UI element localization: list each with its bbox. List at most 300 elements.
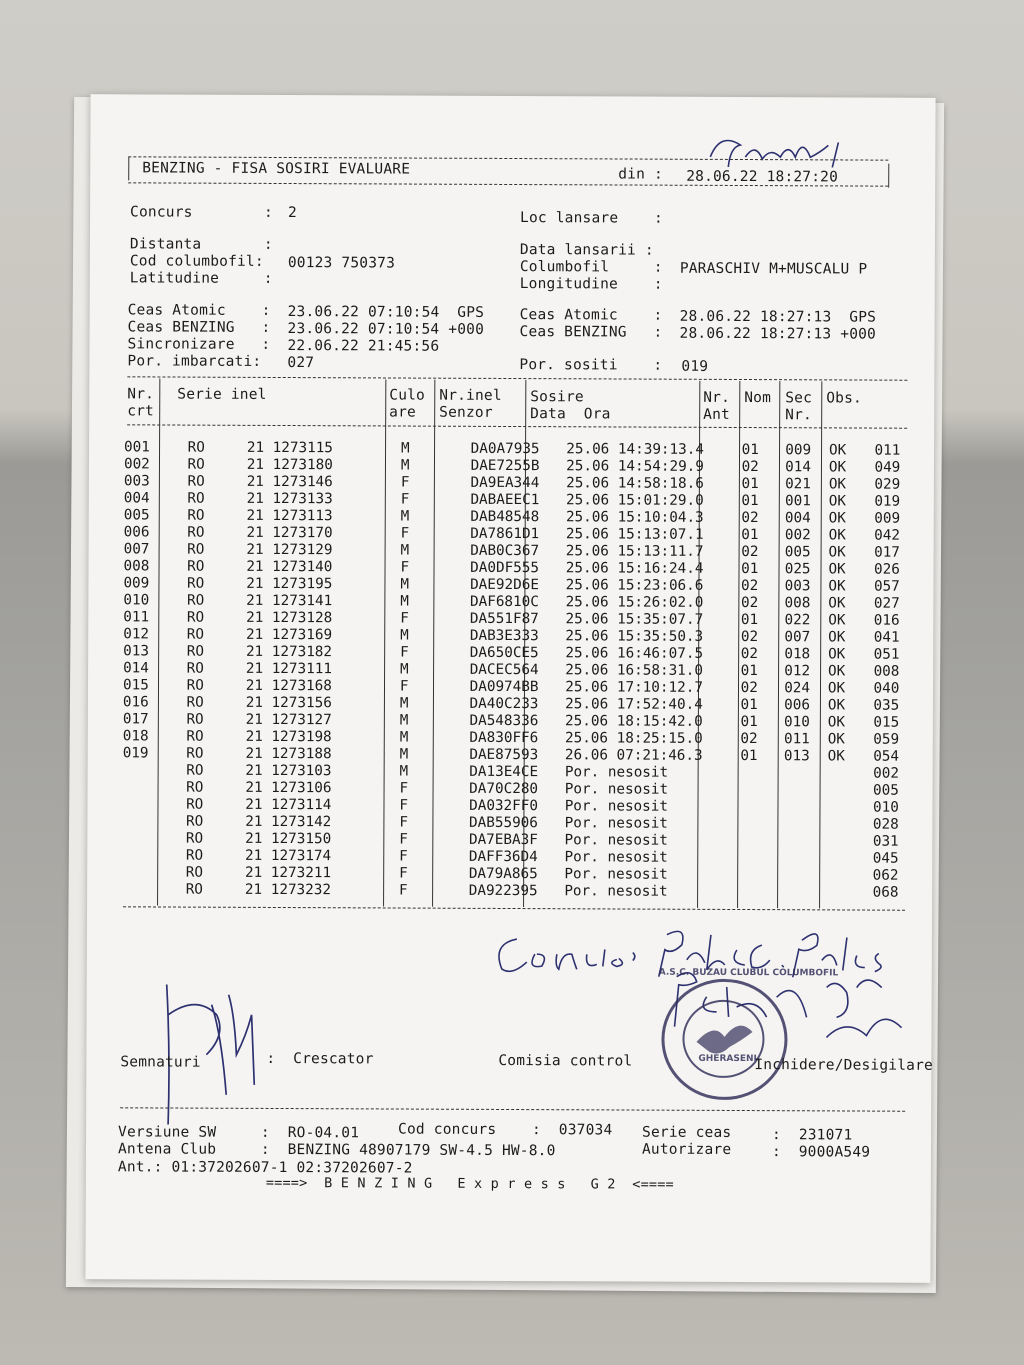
hdr-crt: crt xyxy=(127,403,155,420)
cell-sec: OK xyxy=(827,714,846,731)
cell-sosire: 25.06 15:01:29.0 xyxy=(566,492,704,509)
hdr-nr: Nr. xyxy=(127,386,155,403)
cell-senzor: DA922395 xyxy=(468,882,538,900)
cell-culoare xyxy=(416,730,465,747)
cell-senzor: DAB3E333 xyxy=(469,627,539,645)
cell-nr-crt: 012 xyxy=(123,626,150,643)
hdr-data-ora: Data Ora xyxy=(530,406,611,423)
cell-country: RO xyxy=(185,813,204,830)
cell-country: RO xyxy=(187,524,205,541)
cell-nom: 004 xyxy=(784,510,811,527)
cell-culoare xyxy=(416,832,465,849)
cell-sec xyxy=(823,782,867,799)
longitudine-label: Longitudine : xyxy=(519,276,663,293)
cell-country: RO xyxy=(186,762,204,779)
cell-nr-crt: 018 xyxy=(122,728,149,745)
cell-obs: 054 xyxy=(873,748,900,765)
cell-culoare xyxy=(417,577,466,594)
cell-sosire: 25.06 18:25:15.0 xyxy=(564,730,703,747)
cell-obs: 026 xyxy=(874,561,900,578)
cell-sex: F xyxy=(399,814,408,831)
cell-sex: F xyxy=(400,491,410,508)
header-left-border xyxy=(128,156,129,180)
cell-senzor: DAFF36D4 xyxy=(468,848,538,866)
cell-country: RO xyxy=(186,592,205,609)
report-date-value: 28.06.22 18:27:20 xyxy=(686,168,839,186)
cell-serie-inel: 21 1273113 xyxy=(246,507,333,525)
cell-sex: M xyxy=(400,542,410,559)
concurs-label: Concurs : xyxy=(130,204,273,221)
cell-sex: M xyxy=(399,763,409,780)
cell-sec xyxy=(823,799,867,816)
document-sheet xyxy=(85,94,935,1283)
cell-obs: 049 xyxy=(874,459,901,476)
cell-obs: 016 xyxy=(873,612,900,629)
cell-nr-crt xyxy=(122,796,170,813)
cell-nom: 021 xyxy=(785,476,811,493)
cell-sec xyxy=(823,816,867,833)
cell-nom: 013 xyxy=(783,748,810,765)
cell-sex: F xyxy=(399,865,408,882)
cell-culoare xyxy=(416,764,465,781)
cell-nr-crt xyxy=(122,864,170,881)
cell-country: RO xyxy=(187,575,205,592)
cell-obs: 029 xyxy=(874,476,901,493)
por-imbarcati-label: Por. imbarcati: xyxy=(127,353,262,370)
ceas-benzing-start-value: 23.06.22 07:10:54 +000 xyxy=(287,321,485,338)
cell-serie-inel: 21 1273133 xyxy=(246,490,333,508)
cell-culoare xyxy=(417,492,466,509)
cell-culoare xyxy=(417,526,466,543)
cell-nom: 002 xyxy=(784,527,811,544)
cell-culoare xyxy=(417,458,466,475)
cell-sec: OK xyxy=(827,697,846,714)
cell-sec xyxy=(823,850,867,867)
cell-country: RO xyxy=(186,643,205,660)
cell-obs: 009 xyxy=(874,510,901,527)
cell-serie-inel: 21 1273141 xyxy=(246,592,333,610)
cell-obs: 040 xyxy=(873,680,900,697)
cell-nom: 009 xyxy=(785,442,812,459)
cell-serie-inel: 21 1273142 xyxy=(245,813,332,831)
cell-nr-crt: 003 xyxy=(123,473,150,490)
cell-sec: OK xyxy=(828,476,847,493)
cell-nr-ant: 02 xyxy=(740,680,758,697)
cod-columbofil-label: Cod columbofil: xyxy=(129,253,264,270)
cell-serie-inel: 21 1273195 xyxy=(246,575,333,593)
cell-nom: 011 xyxy=(783,731,810,748)
cell-country: RO xyxy=(187,541,205,558)
ceas-benzing-end-label: Ceas BENZING : xyxy=(519,324,663,341)
cell-serie-inel: 21 1273129 xyxy=(246,541,333,559)
semnaturi-label: Semnaturi xyxy=(120,1054,201,1071)
cell-nr-ant: 01 xyxy=(741,527,759,544)
cell-serie-inel: 21 1273188 xyxy=(245,745,332,763)
cod-columbofil-value: 00123 750373 xyxy=(287,255,396,272)
cell-nr-ant: 02 xyxy=(741,459,759,476)
cell-culoare xyxy=(417,560,466,577)
cell-sec: OK xyxy=(827,680,846,697)
cell-nom xyxy=(780,782,824,799)
cell-nom: 007 xyxy=(784,629,811,646)
cell-country: RO xyxy=(186,779,204,796)
cell-culoare xyxy=(416,781,465,798)
cell-nom xyxy=(780,816,824,833)
cell-sec: OK xyxy=(828,442,847,459)
cell-nr-ant xyxy=(734,816,780,833)
cell-obs: 062 xyxy=(872,867,899,884)
columbofil-label: Columbofil : xyxy=(519,259,663,276)
cell-sosire: Por. nesosit xyxy=(564,764,669,781)
cell-nr-crt xyxy=(123,762,171,779)
cell-country: RO xyxy=(187,456,205,473)
cell-nr-crt: 010 xyxy=(123,592,150,609)
cell-nr-ant xyxy=(734,799,780,816)
serie-ceas-value: : 231071 xyxy=(772,1127,853,1144)
cell-nom: 006 xyxy=(784,697,810,714)
table-row xyxy=(122,881,932,902)
hdr-nom: Nom xyxy=(744,390,772,407)
cell-sec xyxy=(823,833,867,850)
cell-sex: M xyxy=(400,576,410,593)
cell-nr-ant: 02 xyxy=(740,629,759,646)
cell-country: RO xyxy=(186,694,204,711)
cell-senzor: DAB48548 xyxy=(470,508,540,526)
serie-ceas-label: Serie ceas xyxy=(642,1124,732,1141)
hdr-culo: Culo xyxy=(389,387,426,404)
cell-nr-crt: 001 xyxy=(124,439,150,456)
cell-senzor: DABAEEC1 xyxy=(470,491,540,509)
cell-obs: 017 xyxy=(874,544,900,561)
cell-sex: M xyxy=(399,712,409,729)
cell-sex: F xyxy=(399,780,409,797)
cell-obs: 059 xyxy=(873,731,900,748)
cell-senzor: DA0DF555 xyxy=(470,559,540,577)
latitudine-label: Latitudine : xyxy=(129,270,273,287)
cell-senzor: DA0974BB xyxy=(469,678,539,696)
cell-sosire: 25.06 18:15:42.0 xyxy=(565,713,703,730)
cell-culoare xyxy=(417,594,466,611)
cell-nr-crt: 002 xyxy=(123,456,150,473)
concurs-value: 2 xyxy=(288,205,298,222)
autorizare-value: : 9000A549 xyxy=(771,1144,871,1161)
cell-serie-inel: 21 1273180 xyxy=(246,456,333,474)
cell-nr-ant xyxy=(734,850,780,867)
cell-serie-inel: 21 1273128 xyxy=(246,609,333,627)
cell-sosire: 25.06 15:16:24.4 xyxy=(565,560,704,577)
cell-sex: F xyxy=(399,882,408,899)
cell-serie-inel: 21 1273168 xyxy=(245,677,332,695)
cell-sex: F xyxy=(399,797,409,814)
cell-nom: 010 xyxy=(784,714,810,731)
cell-sosire: 25.06 16:58:31.0 xyxy=(565,662,704,679)
cell-obs: 027 xyxy=(873,595,900,612)
cell-sec xyxy=(824,765,868,782)
cell-nom: 025 xyxy=(784,561,811,578)
cell-country: RO xyxy=(186,677,204,694)
results-table xyxy=(122,439,934,902)
hdr-sec-nr: Nr. xyxy=(785,407,813,424)
cell-senzor: DA40C233 xyxy=(469,695,539,713)
cell-nr-ant: 01 xyxy=(741,493,759,510)
cell-sec: OK xyxy=(827,731,845,748)
cell-sec: OK xyxy=(828,595,846,612)
cell-sosire: Por. nesosit xyxy=(564,781,669,798)
cell-sosire: 25.06 15:35:07.7 xyxy=(565,611,704,628)
cell-serie-inel: 21 1273182 xyxy=(245,643,333,661)
cell-serie-inel: 21 1273169 xyxy=(246,626,333,644)
cell-country: RO xyxy=(186,796,204,813)
cell-nr-crt: 015 xyxy=(122,677,149,694)
cell-sex: F xyxy=(399,831,408,848)
loc-lansare-label: Loc lansare : xyxy=(520,210,663,227)
crescator-label: : Crescator xyxy=(266,1050,374,1068)
cell-senzor: DA7861D1 xyxy=(470,525,540,543)
cell-senzor: DAF6810C xyxy=(469,593,539,611)
cell-nom xyxy=(779,867,823,884)
cell-culoare xyxy=(416,696,465,713)
cell-nom xyxy=(779,850,823,867)
cell-nr-ant: 01 xyxy=(740,612,759,629)
cell-obs: 002 xyxy=(873,765,900,782)
ceas-atomic-end-label: Ceas Atomic : xyxy=(519,307,663,324)
cell-sex: M xyxy=(399,746,409,763)
cell-culoare xyxy=(417,543,466,560)
cell-nr-ant xyxy=(734,833,780,850)
cell-culoare xyxy=(417,475,466,492)
cell-culoare xyxy=(417,645,466,662)
cell-nr-crt xyxy=(122,847,170,864)
hdr-sec: Sec xyxy=(785,390,813,407)
cell-sex: M xyxy=(400,440,410,457)
cell-culoare xyxy=(417,662,466,679)
cell-senzor: DA0A7935 xyxy=(470,440,540,458)
cell-serie-inel: 21 1273170 xyxy=(246,524,333,542)
versiune-sw: Versiune SW : RO-04.01 xyxy=(118,1124,360,1142)
cell-serie-inel: 21 1273114 xyxy=(245,796,332,814)
cell-sec: OK xyxy=(828,612,846,629)
cell-obs: 008 xyxy=(873,663,900,680)
hdr-nr-ant: Nr. xyxy=(703,389,731,406)
cell-serie-inel: 21 1273232 xyxy=(244,881,332,899)
cell-serie-inel: 21 1273111 xyxy=(245,660,333,678)
cell-country: RO xyxy=(186,728,204,745)
inchidere-label: Inchidere/Desigilare xyxy=(754,1057,934,1074)
cell-culoare xyxy=(417,679,466,696)
cell-culoare xyxy=(416,883,465,900)
ceas-benzing-start-label: Ceas BENZING : xyxy=(127,319,271,336)
cell-senzor: DA79A865 xyxy=(468,865,538,883)
cell-nr-ant: 01 xyxy=(741,476,759,493)
cell-nom: 012 xyxy=(784,663,811,680)
cell-nr-ant: 01 xyxy=(740,714,758,731)
cell-sec: OK xyxy=(828,646,846,663)
cell-nr-crt xyxy=(122,830,170,847)
cell-senzor: DA9EA344 xyxy=(470,474,540,492)
club-stamp xyxy=(658,967,839,1101)
cell-sosire: 25.06 16:46:07.5 xyxy=(565,645,704,662)
cell-nr-ant xyxy=(734,867,780,884)
cell-country: RO xyxy=(187,473,205,490)
cell-nr-ant: 02 xyxy=(740,595,759,612)
cell-culoare xyxy=(417,628,466,645)
cell-obs: 045 xyxy=(872,850,899,867)
cell-nr-ant: 01 xyxy=(740,663,758,680)
por-sositi-value: 019 xyxy=(681,358,709,375)
cell-obs: 051 xyxy=(873,646,900,663)
hdr-senzor: Senzor xyxy=(439,404,493,421)
cell-senzor: DA7EBA3F xyxy=(468,831,538,849)
cell-nom: 008 xyxy=(784,595,811,612)
hdr-obs: Obs. xyxy=(826,390,863,407)
cell-nr-crt: 005 xyxy=(123,507,150,524)
comisia-control-label: Comisia control xyxy=(498,1052,633,1070)
cell-senzor: DAB0C367 xyxy=(470,542,540,560)
cell-nom xyxy=(780,833,824,850)
sincronizare-label: Sincronizare : xyxy=(127,336,271,353)
cell-culoare xyxy=(416,713,465,730)
cell-sosire: 25.06 15:26:02.0 xyxy=(565,594,704,611)
cell-senzor: DA551F87 xyxy=(469,610,539,628)
cell-culoare xyxy=(418,441,467,458)
cell-sosire: 25.06 17:10:12.7 xyxy=(565,679,703,696)
cell-nr-ant: 01 xyxy=(740,697,758,714)
cell-nr-ant xyxy=(734,765,780,782)
cell-serie-inel: 21 1273174 xyxy=(245,847,332,865)
por-sositi-label: Por. sositi : xyxy=(519,357,663,374)
cell-senzor: DA70C280 xyxy=(469,780,539,798)
cell-obs: 015 xyxy=(873,714,900,731)
cell-sec: OK xyxy=(827,663,846,680)
cell-sosire: 25.06 15:10:04.3 xyxy=(565,509,704,526)
cell-culoare xyxy=(416,798,465,815)
cell-sex: F xyxy=(399,678,409,695)
cell-nom: 005 xyxy=(784,544,811,561)
hdr-serie: Serie inel xyxy=(177,386,267,403)
cell-country: RO xyxy=(185,830,204,847)
cell-nr-ant xyxy=(734,782,780,799)
cell-sosire: 25.06 15:13:11.7 xyxy=(565,543,704,560)
cell-sosire: Por. nesosit xyxy=(564,849,668,866)
cell-obs: 057 xyxy=(873,578,900,595)
cell-sex: F xyxy=(400,610,409,627)
cell-sec: OK xyxy=(828,578,846,595)
cell-sex: M xyxy=(399,695,409,712)
cell-senzor: DAE92D6E xyxy=(470,576,540,594)
cell-sec: OK xyxy=(828,544,846,561)
cell-sex: F xyxy=(400,525,410,542)
cell-serie-inel: 21 1273115 xyxy=(246,439,333,457)
cell-nr-crt: 011 xyxy=(123,609,150,626)
dove-icon xyxy=(684,1002,762,1076)
cell-culoare xyxy=(416,849,465,866)
hdr-nrinel: Nr.inel xyxy=(439,387,502,404)
cell-nom xyxy=(779,884,823,901)
cell-senzor: DA13E4CE xyxy=(469,763,539,781)
cell-nr-ant: 02 xyxy=(740,731,758,748)
cell-sosire: Por. nesosit xyxy=(564,832,668,849)
cell-nr-crt xyxy=(123,779,171,796)
cell-sosire: Por. nesosit xyxy=(564,883,668,900)
ceas-atomic-start-label: Ceas Atomic : xyxy=(127,302,271,319)
cell-obs: 010 xyxy=(872,799,899,816)
cell-culoare xyxy=(416,747,465,764)
cell-nr-ant: 02 xyxy=(740,646,759,663)
cell-obs: 041 xyxy=(873,629,900,646)
cell-sec: OK xyxy=(827,748,845,765)
cell-sosire: 26.06 07:21:46.3 xyxy=(564,747,703,764)
cell-sosire: Por. nesosit xyxy=(564,866,668,883)
cell-sec: OK xyxy=(828,510,846,527)
cell-sex: M xyxy=(400,627,409,644)
cell-nr-ant: 02 xyxy=(741,578,759,595)
report-date-label: din : xyxy=(618,166,663,183)
cell-nr-ant: 01 xyxy=(741,442,759,459)
cell-obs: 031 xyxy=(872,833,899,850)
cell-obs: 042 xyxy=(874,527,901,544)
cell-serie-inel: 21 1273198 xyxy=(245,728,332,746)
cell-nom: 003 xyxy=(784,578,811,595)
cell-nr-ant: 01 xyxy=(740,748,758,765)
antena-club: Antena Club : BENZING 48907179 SW-4.5 HW-8.0 xyxy=(117,1141,556,1160)
cell-nom: 024 xyxy=(784,680,811,697)
cell-obs: 019 xyxy=(874,493,901,510)
cell-country: RO xyxy=(185,847,204,864)
cell-sosire: 25.06 14:54:29.9 xyxy=(566,458,704,475)
ceas-atomic-start-value: 23.06.22 07:10:54 GPS xyxy=(287,304,485,321)
cell-nr-crt: 004 xyxy=(123,490,150,507)
cell-nr-ant: 02 xyxy=(741,544,759,561)
results-table-body xyxy=(122,439,934,902)
benzing-express-banner: ====> B E N Z I N G E x p r e s s G 2 <==== xyxy=(265,1174,674,1193)
cell-obs: 035 xyxy=(873,697,900,714)
cell-senzor: DA830FF6 xyxy=(469,729,539,747)
cell-sex: M xyxy=(400,593,409,610)
cell-culoare xyxy=(417,611,466,628)
cell-country: RO xyxy=(186,711,204,728)
cell-sec: OK xyxy=(828,459,847,476)
cell-nr-ant: 01 xyxy=(741,561,759,578)
table-header-rule xyxy=(127,424,907,428)
cell-sosire: 25.06 14:58:18.6 xyxy=(566,475,704,492)
cell-sex: F xyxy=(400,474,410,491)
cell-sec xyxy=(823,867,867,884)
distanta-label: Distanta : xyxy=(129,236,273,253)
cell-nr-crt: 006 xyxy=(123,524,150,541)
cell-culoare xyxy=(416,815,465,832)
sincronizare-value: 22.06.22 21:45:56 xyxy=(287,338,440,355)
cell-obs: 011 xyxy=(874,442,901,459)
cell-culoare xyxy=(416,866,465,883)
hdr-ant: Ant xyxy=(703,406,731,423)
cell-sex: M xyxy=(399,661,409,678)
cell-nr-crt xyxy=(122,881,170,898)
cell-serie-inel: 21 1273146 xyxy=(246,473,333,491)
cell-country: RO xyxy=(186,660,204,677)
cell-nr-crt: 009 xyxy=(123,575,150,592)
cell-nr-crt: 019 xyxy=(122,745,149,762)
data-lansarii-label: Data lansarii : xyxy=(519,242,654,259)
report-title: BENZING - FISA SOSIRI EVALUARE xyxy=(142,160,411,178)
stamp-inner-ring xyxy=(682,1000,764,1078)
cell-sosire: 25.06 15:35:50.3 xyxy=(565,628,704,645)
cell-obs: 068 xyxy=(872,884,899,901)
cell-country: RO xyxy=(186,745,204,762)
cell-sec xyxy=(823,884,867,901)
cell-sec: OK xyxy=(828,493,847,510)
cell-serie-inel: 21 1273103 xyxy=(245,762,332,780)
cell-obs: 005 xyxy=(873,782,899,799)
